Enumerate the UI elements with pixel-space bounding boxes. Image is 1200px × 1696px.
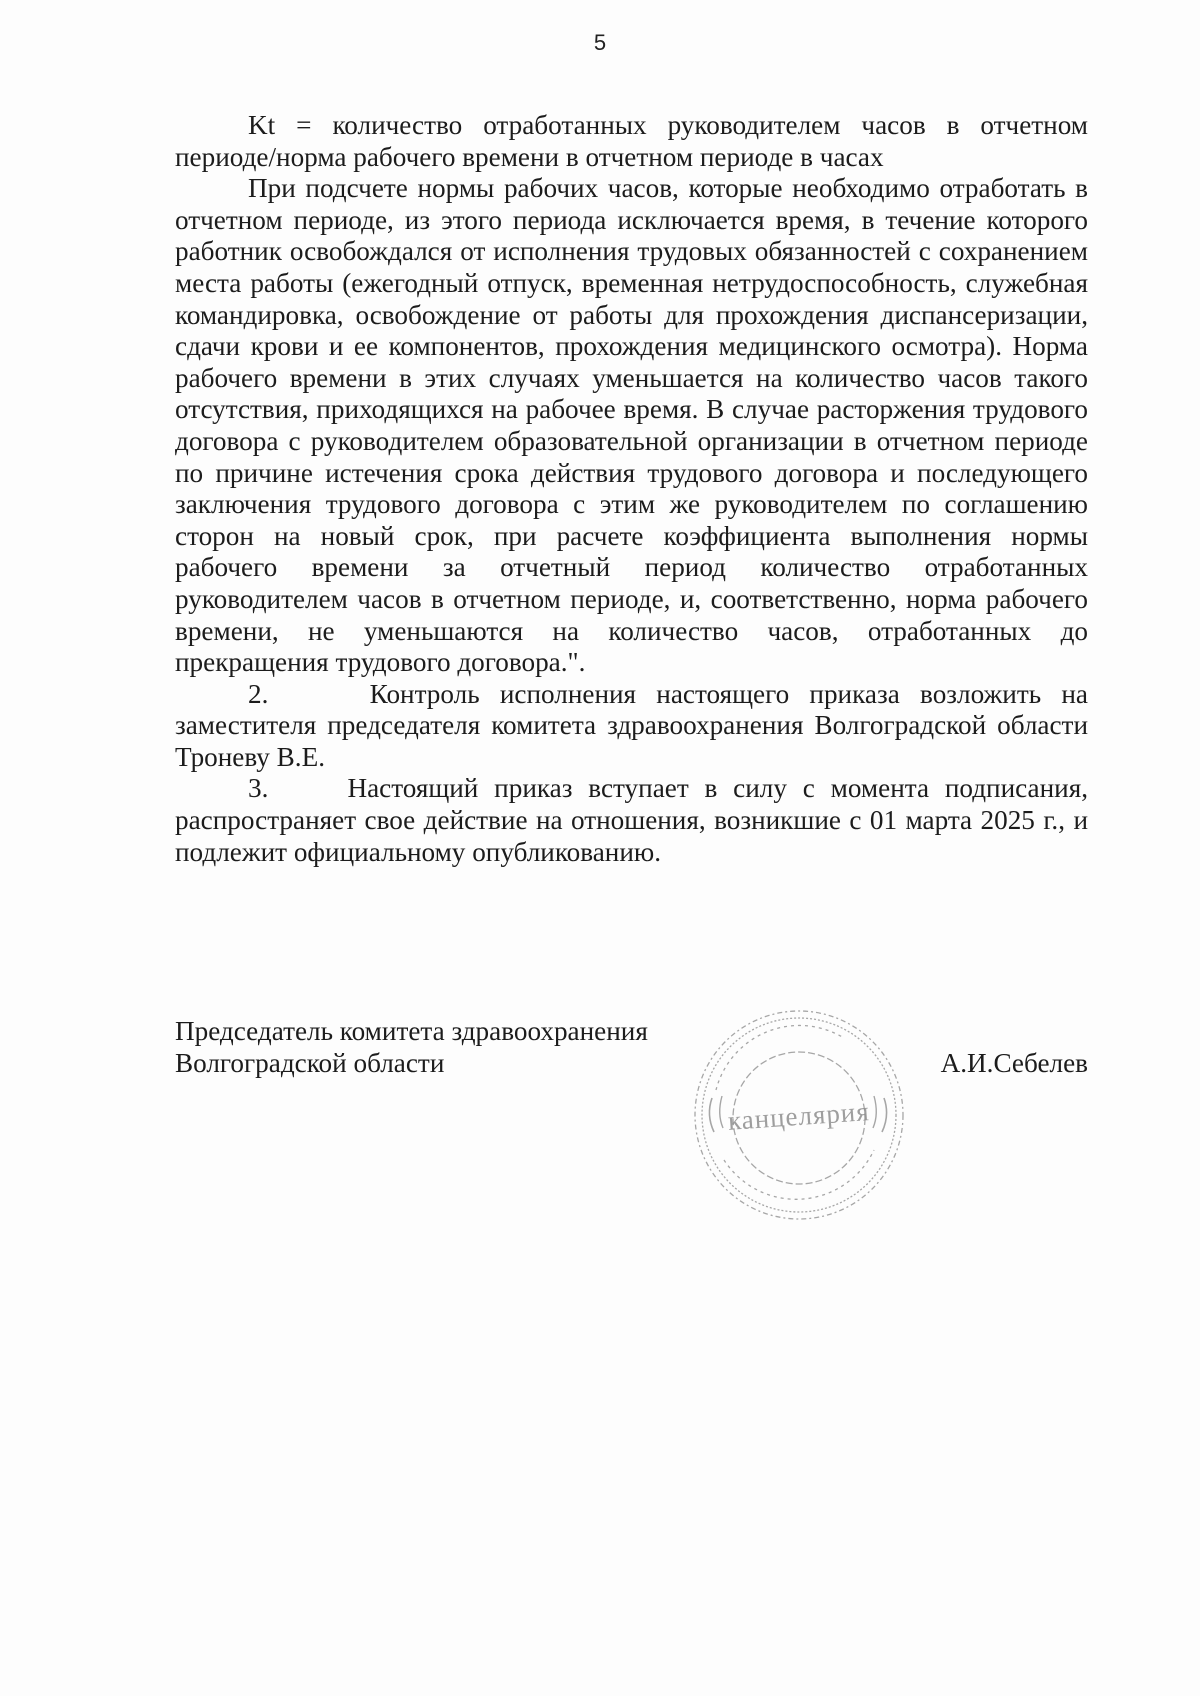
document-body <box>175 110 1088 868</box>
paragraph-formula: Kt = количество отработанных руководителем часов в отчетном периоде/норма рабочего времени в отчетном периоде в часах <box>175 110 1088 172</box>
stamp-seal-icon <box>684 1000 914 1230</box>
stamp-text: канцелярия <box>726 1096 871 1136</box>
signatory-name: А.И.Себелев <box>940 1048 1088 1078</box>
page-number: 5 <box>593 30 607 55</box>
signatory-position-line-2: Волгоградской области <box>175 1048 445 1078</box>
office-stamp <box>684 1000 914 1230</box>
signatory-position <box>175 1015 648 1079</box>
paragraph-item-2: 2. Контроль исполнения настоящего приказа возложить на заместителя председателя комитета здравоохранения Волгоградской области Троневу В.Е. <box>175 678 1088 772</box>
signatory-position-line-1: Председатель комитета здравоохранения <box>175 1016 648 1046</box>
paragraph-item-3: 3. Настоящий приказ вступает в силу с момента подписания, распространяет свое действие на отношения, возникшие с 01 марта 2025 г., и подлежит официальному опубликованию. <box>175 773 1088 867</box>
paragraph-working-hours-norm: При подсчете нормы рабочих часов, которые необходимо отработать в отчетном периоде, из этого периода исключается время, в течение которого работник освобождался от исполнения трудовых обязанностей с сохранением места работы (ежегодный отпуск, временная нетрудоспособность, служебная командировка, освобождение от работы для прохождения диспансеризации, сдачи крови и ее компонентов, прохождения медицинского осмотра). Норма рабочего времени в этих случаях уменьшается на количество часов такого отсутствия, приходящихся на рабочее время. В случае расторжения трудового договора с руководителем образовательной организации в отчетном периоде по причине истечения срока действия трудового договора и последующего заключения трудового договора с этим же руководителем по соглашению сторон на новый срок, при расчете коэффициента выполнения нормы рабочего времени за отчетный период количество отработанных руководителем часов в отчетном периоде, и, соответственно, норма рабочего времени, не уменьшаются на количество часов, отработанных до прекращения трудового договора.". <box>175 173 1088 678</box>
